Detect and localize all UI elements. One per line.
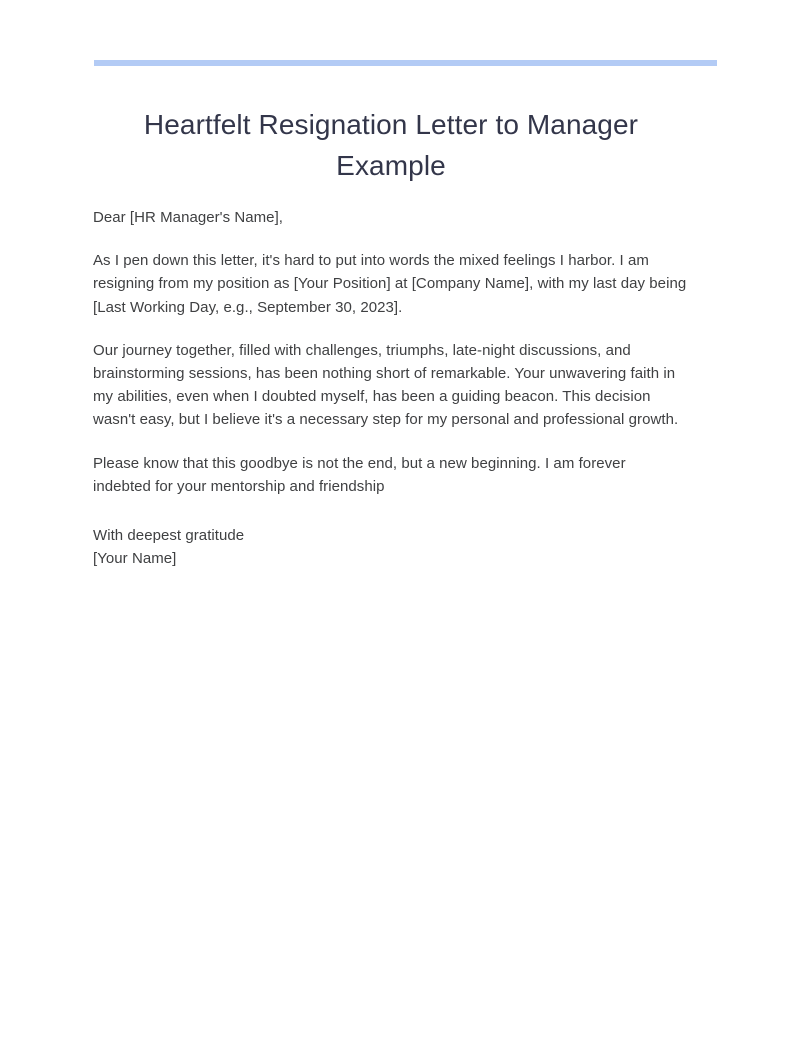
letter-paragraph-3: Please know that this goodbye is not the end, but a new beginning. I am forever indebted for your mentorship and friendship	[93, 454, 626, 495]
letter-paragraph-2: Our journey together, filled with challenges, triumphs, late-night discussions, and brainstorming sessions, has been nothing short of remarkable. Your unwavering faith in my abilities, even when I doubted myself, has been a guiding beacon. This decision wasn't easy, but I believe it's a necessary step for my personal and professional growth.	[93, 341, 679, 429]
signature-block	[93, 524, 687, 570]
page-title: Heartfelt Resignation Letter to Manager Example	[143, 109, 639, 181]
letter-paragraph-1: As I pen down this letter, it's hard to put into words the mixed feelings I harbor. I am resigning from my position as [Your Position] at [Company Name], with my last day being [Last Working Day, e.g., September 30, 2023].	[93, 252, 687, 316]
letter-body	[93, 206, 687, 500]
signature-name: [Your Name]	[93, 550, 177, 568]
header-accent-rule	[94, 60, 717, 66]
letter-salutation: Dear [HR Manager's Name],	[93, 209, 284, 226]
letter-closing: With deepest gratitude	[93, 527, 245, 544]
